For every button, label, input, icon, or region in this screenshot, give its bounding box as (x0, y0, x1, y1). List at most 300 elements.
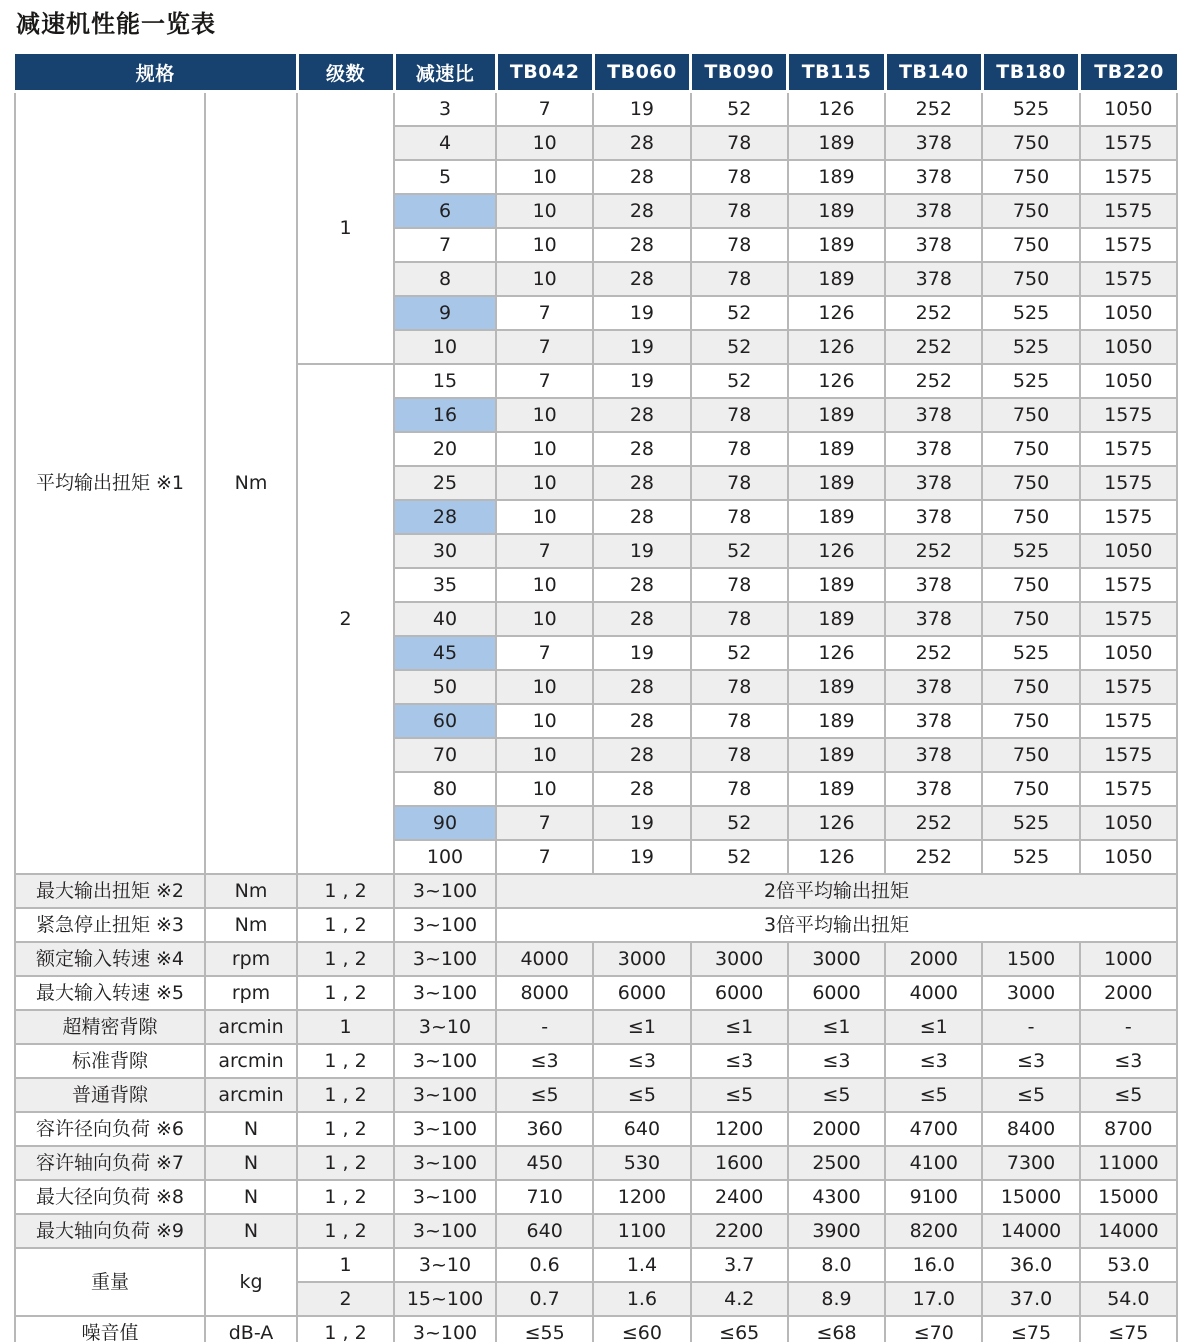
value-cell: 8400 (982, 1112, 1079, 1146)
value-cell: 525 (982, 92, 1079, 127)
value-cell: 4000 (885, 976, 982, 1010)
value-cell: 4100 (885, 1146, 982, 1180)
value-cell: 1050 (1080, 364, 1177, 398)
value-cell: 710 (496, 1180, 593, 1214)
value-cell: 52 (691, 92, 788, 127)
ratio-cell: 15 (394, 364, 496, 398)
value-cell: 78 (691, 568, 788, 602)
value-cell: 10 (496, 568, 593, 602)
value-cell: 525 (982, 330, 1079, 364)
value-cell: 750 (982, 704, 1079, 738)
value-cell: 78 (691, 432, 788, 466)
value-cell: 78 (691, 160, 788, 194)
value-cell: 28 (593, 432, 690, 466)
ratio-cell: 15~100 (394, 1282, 496, 1316)
value-cell: 189 (788, 670, 885, 704)
value-cell: 1575 (1080, 704, 1177, 738)
ratio-cell: 16 (394, 398, 496, 432)
value-cell: 378 (885, 194, 982, 228)
value-cell: 750 (982, 466, 1079, 500)
value-cell: ≤5 (593, 1078, 690, 1112)
value-cell: 7 (496, 92, 593, 127)
value-cell: 11000 (1080, 1146, 1177, 1180)
value-cell: 1050 (1080, 330, 1177, 364)
value-cell: 6000 (691, 976, 788, 1010)
value-cell: 15000 (982, 1180, 1079, 1214)
value-cell: 28 (593, 738, 690, 772)
unit-cell: rpm (205, 942, 297, 976)
value-cell: 52 (691, 330, 788, 364)
value-cell: 0.7 (496, 1282, 593, 1316)
spec-label: 超精密背隙 (15, 1010, 205, 1044)
ratio-cell: 3~100 (394, 1112, 496, 1146)
value-cell: 28 (593, 126, 690, 160)
value-cell: 378 (885, 228, 982, 262)
value-cell: 10 (496, 160, 593, 194)
value-cell: ≤1 (885, 1010, 982, 1044)
table-header-row (15, 54, 1177, 92)
unit-cell: N (205, 1214, 297, 1248)
ratio-cell: 40 (394, 602, 496, 636)
value-cell: ≤75 (1080, 1316, 1177, 1342)
span-value-cell: 2倍平均输出扭矩 (496, 874, 1177, 908)
value-cell: ≤3 (496, 1044, 593, 1078)
value-cell: 19 (593, 840, 690, 874)
value-cell: 28 (593, 602, 690, 636)
value-cell: 750 (982, 262, 1079, 296)
value-cell: 126 (788, 806, 885, 840)
value-cell: 530 (593, 1146, 690, 1180)
value-cell: 1575 (1080, 772, 1177, 806)
value-cell: 3000 (982, 976, 1079, 1010)
value-cell: 15000 (1080, 1180, 1177, 1214)
value-cell: ≤1 (691, 1010, 788, 1044)
unit-cell: kg (205, 1248, 297, 1316)
column-header: TB180 (982, 54, 1079, 92)
value-cell: 189 (788, 228, 885, 262)
value-cell: 7 (496, 636, 593, 670)
value-cell: 28 (593, 398, 690, 432)
ratio-cell: 4 (394, 126, 496, 160)
value-cell: 19 (593, 534, 690, 568)
ratio-cell: 3~100 (394, 942, 496, 976)
value-cell: 189 (788, 704, 885, 738)
unit-cell: Nm (205, 874, 297, 908)
value-cell: 1050 (1080, 296, 1177, 330)
value-cell: 126 (788, 330, 885, 364)
spec-label: 标准背隙 (15, 1044, 205, 1078)
value-cell: 1050 (1080, 92, 1177, 127)
stage-cell: 1 , 2 (297, 1112, 394, 1146)
value-cell: 1500 (982, 942, 1079, 976)
ratio-cell: 3~100 (394, 874, 496, 908)
ratio-cell: 45 (394, 636, 496, 670)
value-cell: 378 (885, 602, 982, 636)
value-cell: 1575 (1080, 262, 1177, 296)
value-cell: 28 (593, 194, 690, 228)
value-cell: 750 (982, 670, 1079, 704)
table-row (15, 1180, 1177, 1214)
value-cell: 10 (496, 500, 593, 534)
value-cell: ≤5 (496, 1078, 593, 1112)
table-row (15, 92, 1177, 127)
value-cell: 37.0 (982, 1282, 1079, 1316)
value-cell: 126 (788, 296, 885, 330)
spec-label: 容许径向负荷 ※6 (15, 1112, 205, 1146)
value-cell: 1575 (1080, 160, 1177, 194)
value-cell: 189 (788, 738, 885, 772)
value-cell: 252 (885, 296, 982, 330)
value-cell: 1575 (1080, 500, 1177, 534)
value-cell: 28 (593, 772, 690, 806)
value-cell: 189 (788, 466, 885, 500)
value-cell: 6000 (593, 976, 690, 1010)
stage-cell: 1 , 2 (297, 976, 394, 1010)
value-cell: 750 (982, 126, 1079, 160)
value-cell: 78 (691, 772, 788, 806)
value-cell: 2000 (885, 942, 982, 976)
ratio-cell: 3~100 (394, 1044, 496, 1078)
value-cell: 2200 (691, 1214, 788, 1248)
value-cell: 54.0 (1080, 1282, 1177, 1316)
value-cell: 525 (982, 534, 1079, 568)
value-cell: 2400 (691, 1180, 788, 1214)
value-cell: ≤5 (788, 1078, 885, 1112)
stage-cell: 1 (297, 1248, 394, 1282)
value-cell: 1050 (1080, 806, 1177, 840)
value-cell: 3.7 (691, 1248, 788, 1282)
value-cell: 28 (593, 160, 690, 194)
value-cell: 28 (593, 568, 690, 602)
ratio-cell: 20 (394, 432, 496, 466)
value-cell: 750 (982, 500, 1079, 534)
column-header: TB090 (691, 54, 788, 92)
value-cell: ≤75 (982, 1316, 1079, 1342)
value-cell: 53.0 (1080, 1248, 1177, 1282)
value-cell: 378 (885, 772, 982, 806)
value-cell: 10 (496, 126, 593, 160)
value-cell: 10 (496, 772, 593, 806)
value-cell: 126 (788, 636, 885, 670)
unit-cell: arcmin (205, 1078, 297, 1112)
table-row (15, 1146, 1177, 1180)
value-cell: 52 (691, 296, 788, 330)
value-cell: 14000 (982, 1214, 1079, 1248)
value-cell: 189 (788, 126, 885, 160)
stage-cell: 1 , 2 (297, 1078, 394, 1112)
spec-label: 额定输入转速 ※4 (15, 942, 205, 976)
value-cell: 19 (593, 330, 690, 364)
value-cell: - (982, 1010, 1079, 1044)
ratio-cell: 5 (394, 160, 496, 194)
value-cell: 8.9 (788, 1282, 885, 1316)
value-cell: 378 (885, 670, 982, 704)
value-cell: ≤3 (593, 1044, 690, 1078)
column-header: TB115 (788, 54, 885, 92)
value-cell: ≤60 (593, 1316, 690, 1342)
value-cell: - (1080, 1010, 1177, 1044)
ratio-cell: 3 (394, 92, 496, 127)
unit-cell: arcmin (205, 1010, 297, 1044)
value-cell: 378 (885, 466, 982, 500)
value-cell: 78 (691, 262, 788, 296)
value-cell: 189 (788, 432, 885, 466)
value-cell: 378 (885, 126, 982, 160)
ratio-cell: 7 (394, 228, 496, 262)
value-cell: ≤55 (496, 1316, 593, 1342)
value-cell: 2000 (788, 1112, 885, 1146)
page-title: 减速机性能一览表 (16, 10, 216, 38)
spec-label: 最大输出扭矩 ※2 (15, 874, 205, 908)
value-cell: 1575 (1080, 738, 1177, 772)
ratio-cell: 70 (394, 738, 496, 772)
value-cell: 7 (496, 296, 593, 330)
value-cell: 640 (496, 1214, 593, 1248)
value-cell: 525 (982, 296, 1079, 330)
table-row (15, 908, 1177, 942)
value-cell: 52 (691, 364, 788, 398)
value-cell: 3000 (691, 942, 788, 976)
ratio-cell: 3~100 (394, 1214, 496, 1248)
value-cell: 378 (885, 398, 982, 432)
value-cell: ≤68 (788, 1316, 885, 1342)
value-cell: 525 (982, 806, 1079, 840)
ratio-cell: 28 (394, 500, 496, 534)
spec-label: 容许轴向负荷 ※7 (15, 1146, 205, 1180)
value-cell: 0.6 (496, 1248, 593, 1282)
value-cell: 7 (496, 840, 593, 874)
span-value-cell: 3倍平均输出扭矩 (496, 908, 1177, 942)
value-cell: 126 (788, 840, 885, 874)
table-row (15, 1248, 1177, 1282)
value-cell: 189 (788, 194, 885, 228)
value-cell: 19 (593, 806, 690, 840)
value-cell: 7 (496, 806, 593, 840)
value-cell: 189 (788, 772, 885, 806)
unit-cell: arcmin (205, 1044, 297, 1078)
value-cell: ≤65 (691, 1316, 788, 1342)
value-cell: 378 (885, 704, 982, 738)
unit-cell: Nm (205, 92, 297, 875)
ratio-cell: 25 (394, 466, 496, 500)
value-cell: 1050 (1080, 534, 1177, 568)
value-cell: 1100 (593, 1214, 690, 1248)
ratio-cell: 35 (394, 568, 496, 602)
value-cell: 10 (496, 228, 593, 262)
ratio-cell: 8 (394, 262, 496, 296)
value-cell: ≤5 (1080, 1078, 1177, 1112)
value-cell: 189 (788, 262, 885, 296)
unit-cell: rpm (205, 976, 297, 1010)
value-cell: 19 (593, 296, 690, 330)
ratio-cell: 3~10 (394, 1010, 496, 1044)
value-cell: 7 (496, 364, 593, 398)
value-cell: 450 (496, 1146, 593, 1180)
value-cell: ≤3 (982, 1044, 1079, 1078)
value-cell: 525 (982, 636, 1079, 670)
value-cell: 10 (496, 432, 593, 466)
value-cell: 750 (982, 228, 1079, 262)
value-cell: 52 (691, 840, 788, 874)
value-cell: 7 (496, 330, 593, 364)
value-cell: 1200 (691, 1112, 788, 1146)
ratio-cell: 30 (394, 534, 496, 568)
value-cell: 9100 (885, 1180, 982, 1214)
value-cell: 750 (982, 194, 1079, 228)
table-row (15, 1078, 1177, 1112)
stage-cell: 1 , 2 (297, 1180, 394, 1214)
table-row (15, 942, 1177, 976)
value-cell: 360 (496, 1112, 593, 1146)
table-row (15, 874, 1177, 908)
value-cell: 4700 (885, 1112, 982, 1146)
stage-cell: 1 , 2 (297, 942, 394, 976)
value-cell: 19 (593, 636, 690, 670)
value-cell: 126 (788, 364, 885, 398)
ratio-cell: 3~100 (394, 976, 496, 1010)
ratio-cell: 3~100 (394, 1146, 496, 1180)
value-cell: 10 (496, 670, 593, 704)
value-cell: 1575 (1080, 568, 1177, 602)
value-cell: 16.0 (885, 1248, 982, 1282)
value-cell: ≤5 (982, 1078, 1079, 1112)
value-cell: 28 (593, 500, 690, 534)
value-cell: 126 (788, 92, 885, 127)
value-cell: 126 (788, 534, 885, 568)
value-cell: 378 (885, 568, 982, 602)
value-cell: 7300 (982, 1146, 1079, 1180)
column-header: 减速比 (394, 54, 496, 92)
value-cell: 252 (885, 806, 982, 840)
column-header: 级数 (297, 54, 394, 92)
value-cell: 189 (788, 398, 885, 432)
column-header: 规格 (15, 54, 297, 92)
value-cell: 252 (885, 636, 982, 670)
value-cell: 10 (496, 262, 593, 296)
value-cell: 1575 (1080, 194, 1177, 228)
value-cell: ≤5 (885, 1078, 982, 1112)
value-cell: ≤3 (691, 1044, 788, 1078)
value-cell: 78 (691, 602, 788, 636)
value-cell: 8700 (1080, 1112, 1177, 1146)
value-cell: 378 (885, 432, 982, 466)
table-row (15, 1044, 1177, 1078)
value-cell: 1600 (691, 1146, 788, 1180)
value-cell: 10 (496, 194, 593, 228)
value-cell: 1575 (1080, 602, 1177, 636)
table-row (15, 1010, 1177, 1044)
stage-cell: 1 (297, 1010, 394, 1044)
ratio-cell: 3~100 (394, 908, 496, 942)
value-cell: 3900 (788, 1214, 885, 1248)
value-cell: 378 (885, 262, 982, 296)
value-cell: 189 (788, 500, 885, 534)
value-cell: 1575 (1080, 432, 1177, 466)
value-cell: 525 (982, 364, 1079, 398)
ratio-cell: 3~100 (394, 1316, 496, 1342)
value-cell: 1.4 (593, 1248, 690, 1282)
value-cell: ≤3 (788, 1044, 885, 1078)
value-cell: 14000 (1080, 1214, 1177, 1248)
value-cell: ≤3 (1080, 1044, 1177, 1078)
value-cell: 4300 (788, 1180, 885, 1214)
value-cell: 750 (982, 602, 1079, 636)
stage-cell: 1 , 2 (297, 874, 394, 908)
value-cell: 28 (593, 228, 690, 262)
value-cell: 36.0 (982, 1248, 1079, 1282)
value-cell: ≤1 (788, 1010, 885, 1044)
value-cell: 2000 (1080, 976, 1177, 1010)
value-cell: 10 (496, 738, 593, 772)
value-cell: 1575 (1080, 126, 1177, 160)
value-cell: 252 (885, 840, 982, 874)
value-cell: 78 (691, 670, 788, 704)
table-row (15, 1316, 1177, 1342)
value-cell: 52 (691, 636, 788, 670)
value-cell: ≤3 (885, 1044, 982, 1078)
value-cell: 28 (593, 704, 690, 738)
value-cell: 750 (982, 432, 1079, 466)
value-cell: 10 (496, 466, 593, 500)
value-cell: 252 (885, 364, 982, 398)
value-cell: 750 (982, 772, 1079, 806)
ratio-cell: 3~10 (394, 1248, 496, 1282)
value-cell: 17.0 (885, 1282, 982, 1316)
unit-cell: N (205, 1146, 297, 1180)
value-cell: 750 (982, 568, 1079, 602)
value-cell: 28 (593, 262, 690, 296)
ratio-cell: 10 (394, 330, 496, 364)
spec-label: 最大轴向负荷 ※9 (15, 1214, 205, 1248)
value-cell: 252 (885, 330, 982, 364)
spec-label: 平均输出扭矩 ※1 (15, 92, 205, 875)
unit-cell: N (205, 1112, 297, 1146)
value-cell: 52 (691, 806, 788, 840)
stage-cell: 1 , 2 (297, 1316, 394, 1342)
spec-label: 噪音值 (15, 1316, 205, 1342)
value-cell: 8000 (496, 976, 593, 1010)
value-cell: 10 (496, 704, 593, 738)
performance-table (14, 54, 1178, 1342)
value-cell: 378 (885, 160, 982, 194)
value-cell: ≤5 (691, 1078, 788, 1112)
ratio-cell: 50 (394, 670, 496, 704)
value-cell: 189 (788, 602, 885, 636)
value-cell: 78 (691, 194, 788, 228)
ratio-cell: 6 (394, 194, 496, 228)
table-row (15, 1112, 1177, 1146)
ratio-cell: 3~100 (394, 1078, 496, 1112)
value-cell: ≤70 (885, 1316, 982, 1342)
value-cell: 8200 (885, 1214, 982, 1248)
value-cell: 1050 (1080, 636, 1177, 670)
value-cell: 28 (593, 670, 690, 704)
column-header: TB042 (496, 54, 593, 92)
stage-cell: 1 , 2 (297, 908, 394, 942)
value-cell: 78 (691, 228, 788, 262)
value-cell: 750 (982, 160, 1079, 194)
ratio-cell: 90 (394, 806, 496, 840)
ratio-cell: 3~100 (394, 1180, 496, 1214)
stage-cell: 1 , 2 (297, 1214, 394, 1248)
value-cell: 7 (496, 534, 593, 568)
ratio-cell: 100 (394, 840, 496, 874)
spec-label: 最大输入转速 ※5 (15, 976, 205, 1010)
value-cell: 3000 (788, 942, 885, 976)
stage-cell: 2 (297, 364, 394, 874)
unit-cell: N (205, 1180, 297, 1214)
value-cell: 8.0 (788, 1248, 885, 1282)
